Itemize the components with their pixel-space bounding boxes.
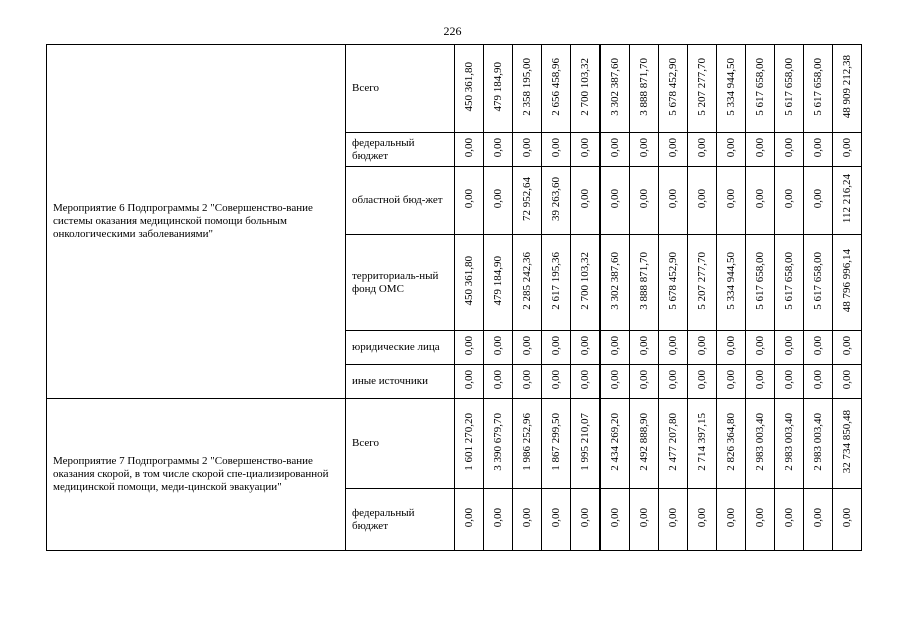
value-text: 48 909 212,38 [841, 55, 853, 119]
value-cell [455, 399, 484, 489]
value-cell [717, 167, 746, 235]
value-text: 2 358 195,00 [521, 58, 533, 116]
value-cell [571, 399, 601, 489]
value-text: 3 390 679,70 [492, 413, 504, 471]
value-cell [688, 331, 717, 365]
value-cell [659, 365, 688, 399]
value-cell [746, 133, 775, 167]
value-cell [775, 365, 804, 399]
value-text: 5 617 658,00 [754, 58, 766, 116]
funding-source: иные источники [346, 365, 455, 399]
value-cell [542, 489, 571, 551]
value-text: 48 796 996,14 [841, 249, 853, 313]
measure-name: Мероприятие 7 Подпрограммы 2 "Совершенство-вание оказания скорой, в том числе скорой спе-циализированной медицинской помощи, меди-цинской эвакуации" [47, 399, 346, 551]
value-text: 0,00 [696, 370, 708, 390]
value-cell [484, 167, 513, 235]
value-text: 3 302 387,60 [609, 58, 621, 116]
value-cell [484, 489, 513, 551]
value-text: 0,00 [521, 370, 533, 390]
value-cell [630, 45, 659, 133]
value-cell [717, 399, 746, 489]
value-cell [513, 489, 542, 551]
value-text: 0,00 [521, 138, 533, 158]
value-cell [833, 331, 862, 365]
value-cell [804, 133, 833, 167]
value-text: 0,00 [492, 138, 504, 158]
value-cell [688, 133, 717, 167]
value-text: 5 334 944,50 [725, 252, 737, 310]
value-text: 5 617 658,00 [812, 58, 824, 116]
value-cell [688, 399, 717, 489]
value-text: 5 617 658,00 [783, 58, 795, 116]
value-cell [833, 235, 862, 331]
value-cell [746, 399, 775, 489]
value-cell [542, 331, 571, 365]
value-cell [455, 489, 484, 551]
value-cell [542, 399, 571, 489]
value-cell [542, 235, 571, 331]
value-cell [804, 331, 833, 365]
value-text: 0,00 [579, 138, 591, 158]
value-text: 0,00 [609, 370, 621, 390]
value-text: 0,00 [550, 138, 562, 158]
value-text: 0,00 [725, 370, 737, 390]
value-text: 0,00 [550, 336, 562, 356]
value-text: 0,00 [783, 336, 795, 356]
value-text: 0,00 [667, 336, 679, 356]
value-text: 0,00 [696, 138, 708, 158]
value-cell [804, 45, 833, 133]
table-row [47, 399, 862, 489]
value-text: 0,00 [783, 138, 795, 158]
value-cell [833, 133, 862, 167]
value-cell [455, 133, 484, 167]
value-text: 2 826 364,80 [725, 413, 737, 471]
value-text: 0,00 [812, 189, 824, 209]
value-cell [542, 167, 571, 235]
value-cell [630, 399, 659, 489]
value-text: 0,00 [463, 508, 475, 528]
value-cell [688, 45, 717, 133]
value-text: 0,00 [696, 508, 708, 528]
measure-name: Мероприятие 6 Подпрограммы 2 "Совершенство-вание системы оказания медицинской помощи больным онкологическими заболеваниями" [47, 45, 346, 399]
value-text: 0,00 [754, 370, 766, 390]
value-cell [630, 365, 659, 399]
value-text: 2 983 003,40 [783, 413, 795, 471]
value-text: 0,00 [783, 370, 795, 390]
value-text: 0,00 [667, 138, 679, 158]
value-cell [513, 399, 542, 489]
value-cell [484, 399, 513, 489]
value-cell [659, 331, 688, 365]
value-text: 0,00 [841, 508, 853, 528]
value-text: 0,00 [783, 189, 795, 209]
value-cell [484, 331, 513, 365]
value-text: 0,00 [725, 508, 737, 528]
value-text: 0,00 [667, 189, 679, 209]
value-cell [659, 45, 688, 133]
value-text: 0,00 [521, 336, 533, 356]
value-cell [833, 45, 862, 133]
value-text: 0,00 [812, 508, 824, 528]
value-cell [775, 167, 804, 235]
table-row [47, 45, 862, 133]
value-cell [833, 489, 862, 551]
value-cell [484, 365, 513, 399]
value-cell [775, 399, 804, 489]
value-cell [717, 489, 746, 551]
value-text: 5 334 944,50 [725, 58, 737, 116]
value-text: 1 867 299,50 [550, 413, 562, 471]
value-text: 39 263,60 [550, 177, 562, 221]
value-text: 0,00 [463, 370, 475, 390]
value-text: 3 888 871,70 [638, 58, 650, 116]
value-text: 0,00 [521, 508, 533, 528]
value-cell [513, 331, 542, 365]
value-text: 0,00 [638, 189, 650, 209]
value-text: 0,00 [609, 336, 621, 356]
value-cell [455, 167, 484, 235]
value-text: 0,00 [754, 138, 766, 158]
value-cell [717, 235, 746, 331]
value-text: 0,00 [579, 189, 591, 209]
value-text: 0,00 [638, 508, 650, 528]
value-text: 112 216,24 [841, 174, 853, 224]
value-text: 0,00 [638, 336, 650, 356]
value-text: 5 207 277,70 [696, 58, 708, 116]
value-cell [804, 167, 833, 235]
value-text: 0,00 [783, 508, 795, 528]
value-text: 0,00 [754, 336, 766, 356]
value-text: 0,00 [696, 189, 708, 209]
value-text: 5 617 658,00 [783, 252, 795, 310]
value-cell [659, 399, 688, 489]
value-cell [804, 365, 833, 399]
value-text: 0,00 [812, 370, 824, 390]
value-text: 2 477 207,80 [667, 413, 679, 471]
value-text: 479 184,90 [492, 256, 504, 306]
value-text: 3 302 387,60 [609, 252, 621, 310]
value-text: 0,00 [725, 189, 737, 209]
value-text: 0,00 [579, 336, 591, 356]
value-cell [717, 365, 746, 399]
value-cell [833, 365, 862, 399]
value-text: 0,00 [841, 138, 853, 158]
page-number: 226 [443, 24, 462, 38]
value-text: 2 434 269,20 [609, 413, 621, 471]
value-cell [513, 133, 542, 167]
value-cell [484, 133, 513, 167]
value-cell [513, 365, 542, 399]
value-cell [746, 167, 775, 235]
value-text: 0,00 [841, 336, 853, 356]
value-cell [775, 133, 804, 167]
value-cell [571, 331, 601, 365]
financing-table [46, 44, 862, 551]
value-cell [600, 399, 630, 489]
value-text: 0,00 [492, 508, 504, 528]
value-text: 479 184,90 [492, 62, 504, 112]
value-text: 0,00 [492, 189, 504, 209]
value-text: 0,00 [638, 370, 650, 390]
value-cell [688, 235, 717, 331]
value-cell [659, 133, 688, 167]
value-cell [717, 45, 746, 133]
value-cell [746, 489, 775, 551]
value-text: 1 995 210,07 [579, 413, 591, 471]
value-cell [630, 235, 659, 331]
funding-source: федеральный бюджет [346, 489, 455, 551]
value-cell [455, 331, 484, 365]
value-cell [833, 399, 862, 489]
value-text: 5 617 658,00 [754, 252, 766, 310]
value-text: 2 700 103,32 [579, 252, 591, 310]
value-cell [600, 331, 630, 365]
value-text: 1 986 252,96 [521, 413, 533, 471]
value-cell [659, 235, 688, 331]
value-text: 0,00 [841, 370, 853, 390]
value-cell [600, 235, 630, 331]
value-text: 32 734 850,48 [841, 410, 853, 474]
value-text: 2 700 103,32 [579, 58, 591, 116]
funding-source: федеральный бюджет [346, 133, 455, 167]
value-text: 0,00 [812, 138, 824, 158]
value-cell [630, 489, 659, 551]
value-cell [746, 235, 775, 331]
value-cell [571, 489, 601, 551]
value-text: 0,00 [463, 336, 475, 356]
value-text: 3 888 871,70 [638, 252, 650, 310]
value-text: 5 617 658,00 [812, 252, 824, 310]
value-text: 5 678 452,90 [667, 252, 679, 310]
value-cell [746, 45, 775, 133]
value-cell [600, 133, 630, 167]
value-text: 450 361,80 [463, 256, 475, 306]
value-cell [630, 133, 659, 167]
value-cell [484, 45, 513, 133]
value-cell [630, 331, 659, 365]
funding-source: областной бюд-жет [346, 167, 455, 235]
value-text: 2 714 397,15 [696, 413, 708, 471]
value-text: 2 983 003,40 [812, 413, 824, 471]
value-cell [542, 133, 571, 167]
value-text: 0,00 [609, 189, 621, 209]
value-text: 0,00 [463, 138, 475, 158]
value-text: 2 983 003,40 [754, 413, 766, 471]
value-cell [571, 133, 601, 167]
value-cell [600, 167, 630, 235]
value-cell [804, 489, 833, 551]
value-cell [455, 235, 484, 331]
value-text: 5 678 452,90 [667, 58, 679, 116]
value-cell [775, 331, 804, 365]
value-cell [542, 365, 571, 399]
value-cell [688, 365, 717, 399]
value-text: 0,00 [492, 370, 504, 390]
value-text: 0,00 [638, 138, 650, 158]
value-cell [804, 235, 833, 331]
value-cell [484, 235, 513, 331]
value-cell [688, 167, 717, 235]
funding-source: территориаль-ный фонд ОМС [346, 235, 455, 331]
value-text: 0,00 [609, 138, 621, 158]
value-cell [746, 331, 775, 365]
value-text: 0,00 [812, 336, 824, 356]
value-text: 0,00 [492, 336, 504, 356]
value-cell [571, 167, 601, 235]
value-text: 72 952,64 [521, 177, 533, 221]
value-text: 2 617 195,36 [550, 252, 562, 310]
value-text: 1 601 270,20 [463, 413, 475, 471]
funding-source: Всего [346, 45, 455, 133]
value-cell [659, 167, 688, 235]
value-text: 0,00 [696, 336, 708, 356]
value-cell [630, 167, 659, 235]
value-text: 0,00 [667, 370, 679, 390]
value-cell [542, 45, 571, 133]
value-text: 450 361,80 [463, 62, 475, 112]
value-cell [775, 489, 804, 551]
value-cell [513, 235, 542, 331]
value-cell [513, 45, 542, 133]
value-text: 0,00 [550, 508, 562, 528]
value-cell [804, 399, 833, 489]
value-cell [717, 331, 746, 365]
value-text: 0,00 [725, 336, 737, 356]
value-cell [455, 45, 484, 133]
value-cell [600, 489, 630, 551]
value-text: 0,00 [550, 370, 562, 390]
value-text: 0,00 [463, 189, 475, 209]
value-text: 2 492 888,90 [638, 413, 650, 471]
value-text: 0,00 [754, 189, 766, 209]
value-cell [775, 45, 804, 133]
funding-source: юридические лица [346, 331, 455, 365]
value-cell [688, 489, 717, 551]
value-text: 0,00 [725, 138, 737, 158]
value-text: 2 285 242,36 [521, 252, 533, 310]
value-cell [571, 365, 601, 399]
value-cell [513, 167, 542, 235]
value-text: 5 207 277,70 [696, 252, 708, 310]
value-cell [455, 365, 484, 399]
value-text: 0,00 [609, 508, 621, 528]
value-cell [571, 45, 601, 133]
value-cell [717, 133, 746, 167]
value-text: 2 656 458,96 [550, 58, 562, 116]
value-cell [600, 365, 630, 399]
value-cell [746, 365, 775, 399]
value-cell [775, 235, 804, 331]
value-cell [600, 45, 630, 133]
value-text: 0,00 [579, 508, 591, 528]
funding-source: Всего [346, 399, 455, 489]
value-cell [833, 167, 862, 235]
value-cell [659, 489, 688, 551]
value-text: 0,00 [579, 370, 591, 390]
value-cell [571, 235, 601, 331]
value-text: 0,00 [667, 508, 679, 528]
value-text: 0,00 [754, 508, 766, 528]
